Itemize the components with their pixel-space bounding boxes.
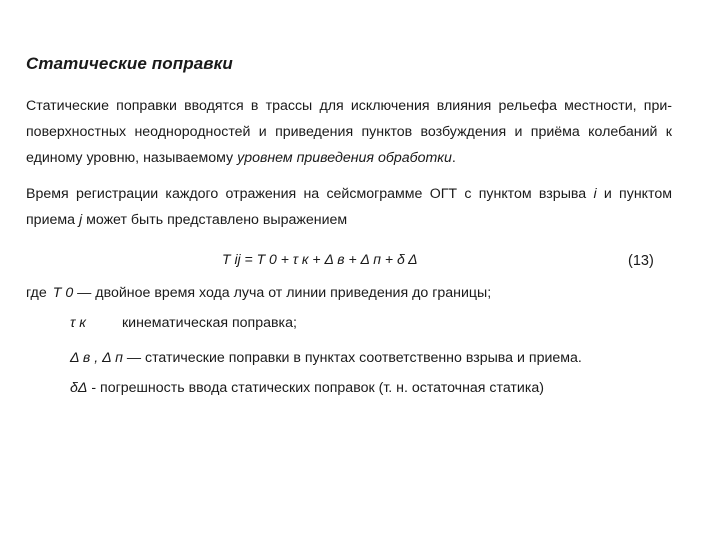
paragraph-time-text-b: и пунктом [596, 186, 673, 202]
paragraph-intro-line-3 [26, 145, 672, 171]
paragraph-intro-line-1: Статические поправки вводятся в трассы для исключения влияния рельефа местности, при- [26, 98, 672, 114]
symbol-delta: Δ в , Δ п [70, 350, 123, 366]
where-label: где [26, 285, 47, 301]
period: . [451, 150, 456, 166]
index-j: j [78, 212, 83, 228]
paragraph-time-line-2 [26, 207, 672, 233]
paragraph-time-text-c: приема [26, 212, 79, 228]
formula: T ij = T 0 + τ к + Δ в + Δ п + δ Δ [222, 251, 418, 267]
definition-residual-text: - погрешность ввода статических поправок (т. н. остаточная статика) [87, 380, 544, 396]
definition-t0-text: — двойное время хода луча от линии приведения до границы; [73, 285, 492, 301]
paragraph-intro-line-2: поверхностных неоднородностей и приведения пунктов возбуждения и приёма колебаний к [26, 124, 672, 140]
symbol-t0: T 0 [52, 285, 74, 301]
definition-tau [70, 315, 297, 331]
paragraph-time [26, 181, 672, 233]
definition-residual [70, 380, 544, 396]
paragraph-time-text-d: может быть представлено выражением [82, 212, 348, 228]
paragraph-time-text-a: Время регистрации каждого отражения на сейсмограмме ОГТ с пунктом взрыва [26, 186, 594, 202]
definition-tau-text: кинематическая поправка; [121, 315, 297, 331]
definition-delta [70, 350, 582, 366]
section-title: Статические поправки [26, 54, 233, 73]
italic-term: уровнем приведения обработки [237, 150, 452, 166]
index-i: i [593, 186, 597, 202]
paragraph-intro [26, 93, 672, 171]
definition-delta-text: — статические поправки в пунктах соответственно взрыва и приема. [122, 350, 582, 366]
equation-number: (13) [628, 253, 654, 269]
symbol-delta-delta: δΔ [70, 380, 88, 396]
symbol-tau: τ к [70, 315, 86, 331]
paragraph-intro-text: единому уровню, называемому [26, 150, 238, 166]
definition-t0 [26, 285, 491, 301]
paragraph-time-line-1 [26, 181, 672, 207]
